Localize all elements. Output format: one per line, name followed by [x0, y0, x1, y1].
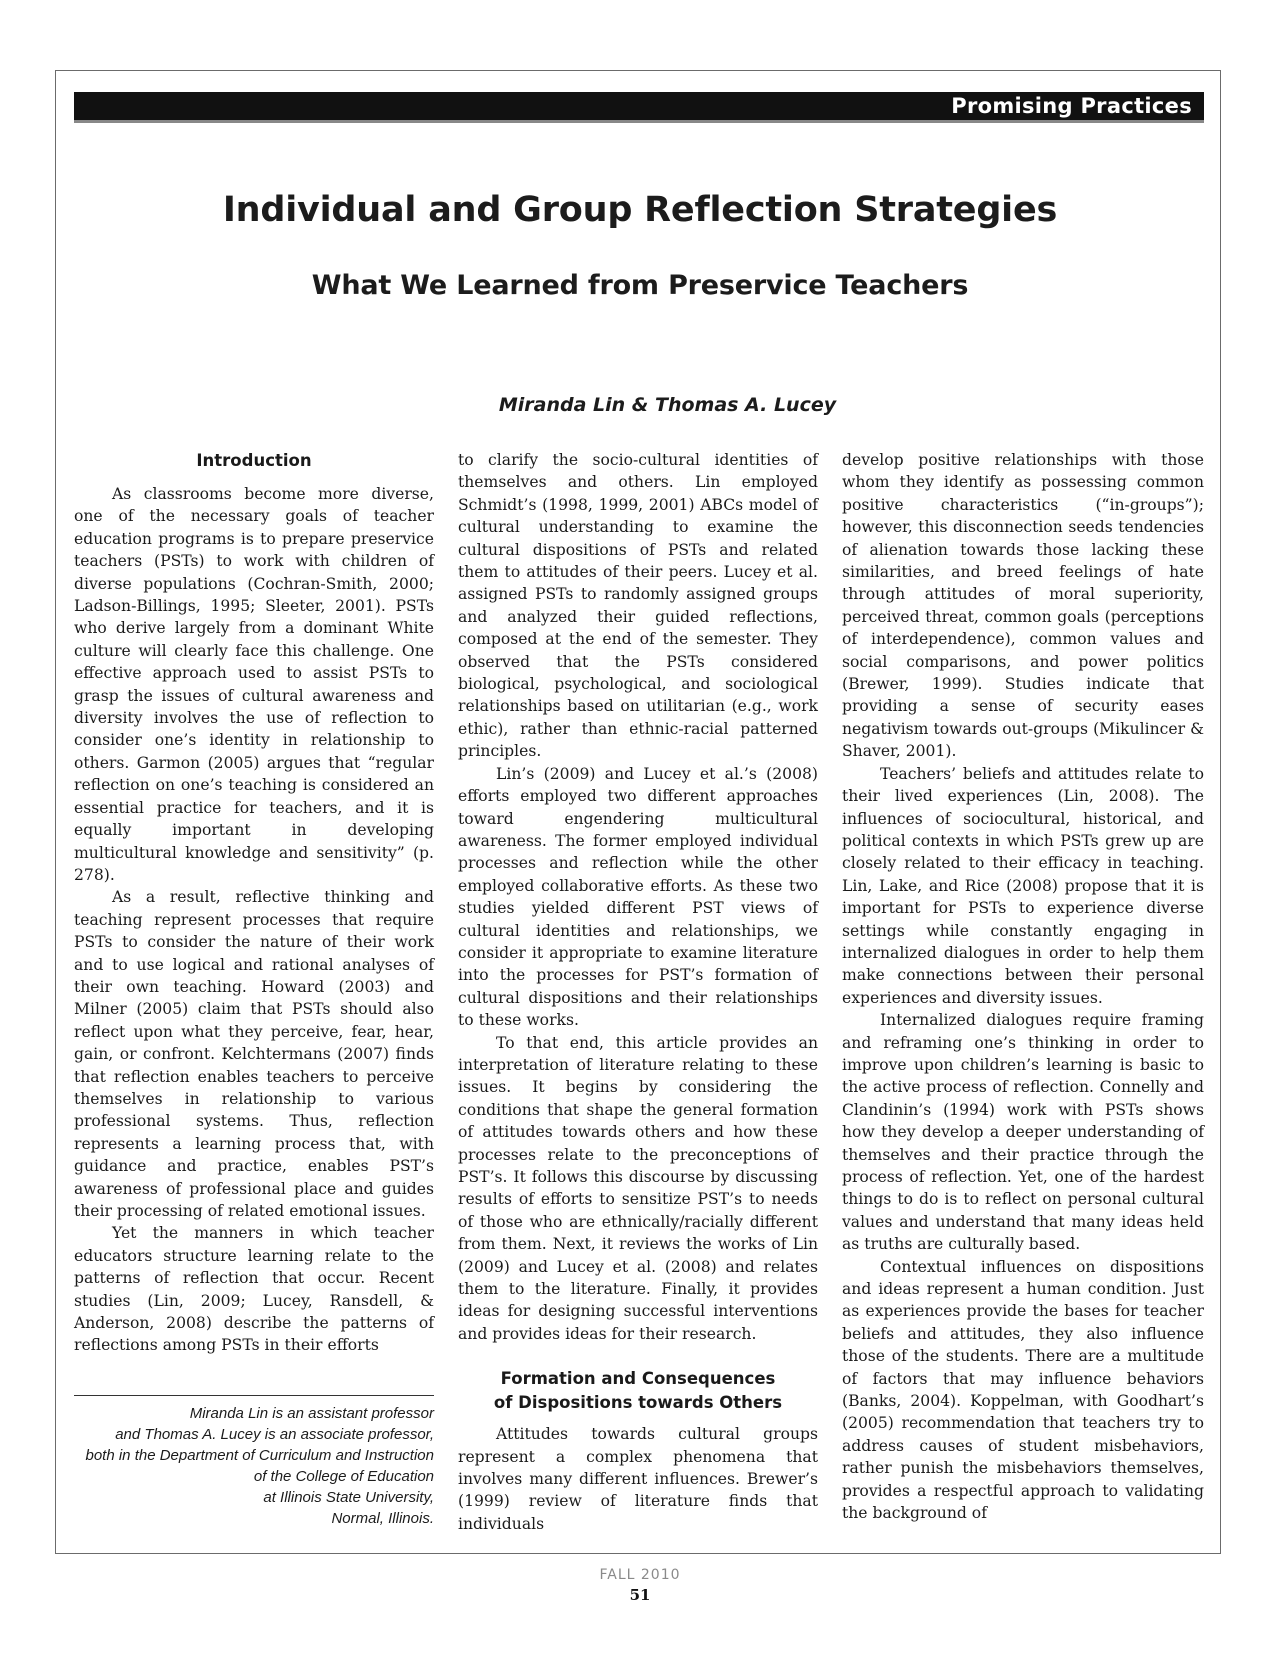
paragraph: Attitudes towards cultural groups represent a complex phenomena that involves many different influences. Brewer’s (1999) review of literature finds that individuals	[458, 1425, 818, 1533]
article-authors: Miranda Lin & Thomas A. Lucey	[498, 394, 837, 416]
bio-line: Miranda Lin is an assistant professor	[189, 1405, 434, 1422]
paragraph: to clarify the socio-cultural identities of themselves and others. Lin employed Schmidt’s (1998, 1999, 2001) ABCs model of cultural understanding to examine the cultural dispositions of PSTs and related them to attitudes of their peers. Lucey et al. assigned PSTs to randomly assigned groups and analyzed their guided reflections, composed at the end of the semester. They observed that the PSTs considered biological, psychological, and sociological relationships based on utilitarian (e.g., work ethic), rather than ethnic-racial patterned principles.	[458, 451, 818, 761]
page-number: 51	[629, 1586, 651, 1604]
paragraph: Contextual influences on dispositions and ideas represent a human condition. Just as experiences provide the bases for teacher beliefs and attitudes, they also influence those of the students. There are a multitude of factors that may influence behaviors (Banks, 2004). Koppelman, with Goodhart’s (2005) recommendation that teachers try to address causes of student misbehaviors, rather punish the misbehaviors themselves, provides a respectful approach to validating the background of	[842, 1257, 1204, 1523]
paragraph: Lin’s (2009) and Lucey et al.’s (2008) efforts employed two different approaches toward engendering multicultural awareness. The former employed individual processes and reflection while the other employed collaborative efforts. As these two studies yielded different PST views of cultural identities and relationships, we consider it appropriate to examine literature into the processes for PST’s formation of cultural dispositions and their relationships to these works.	[458, 764, 818, 1030]
section-label: Promising Practices	[951, 94, 1192, 118]
heading-line: of Dispositions towards Others	[493, 1393, 783, 1413]
bio-line: of the College of Education	[253, 1468, 434, 1485]
bio-line: Normal, Illinois.	[331, 1510, 434, 1527]
bio-line: both in the Department of Curriculum and Instruction	[85, 1447, 434, 1464]
article-subtitle: What We Learned from Preservice Teachers	[311, 270, 969, 301]
paragraph: As a result, reflective thinking and teaching represent processes that require PSTs to consider the nature of their work and to use logical and rational analyses of their own teaching. Howard (2003) and Milner (2005) claim that PSTs should also reflect upon what they perceive, fear, hear, gain, or confront. Kelchtermans (2007) finds that reflection enables teachers to perceive themselves in relationship to various professional systems. Thus, reflection represents a learning process that, with guidance and practice, enables PST’s awareness of professional place and guides their processing of related emotional issues.	[74, 888, 434, 1220]
paragraph: As classrooms become more diverse, one of the necessary goals of teacher education programs is to prepare preservice teachers (PSTs) to work with children of diverse populations (Cochran-Smith, 2000; Ladson-Billings, 1995; Sleeter, 2001). PSTs who derive largely from a dominant White culture will clearly face this challenge. One effective approach used to assist PSTs to grasp the issues of cultural awareness and diversity involves the use of reflection to consider one’s identity in relationship to others. Garmon (2005) argues that “regular reflection on one’s teaching is considered an essential practice for teachers, and it is equally important in developing multicultural knowledge and sensitivity” (p. 278).	[74, 485, 434, 884]
section-banner	[74, 92, 1204, 123]
paragraph: Teachers’ beliefs and attitudes relate to their lived experiences (Lin, 2008). The influences of sociocultural, historical, and political contexts in which PSTs grew up are closely related to their efficacy in teaching. Lin, Lake, and Rice (2008) propose that it is important for PSTs to experience diverse settings while constantly engaging in internalized dialogues in order to help them make connections between their personal experiences and diversity issues.	[842, 764, 1204, 1007]
column-1	[74, 449, 434, 1357]
bio-line: and Thomas A. Lucey is an associate professor,	[115, 1426, 434, 1443]
heading-line: Formation and Consequences	[500, 1369, 776, 1389]
issue-label: FALL 2010	[599, 1567, 681, 1583]
section-heading-formation	[458, 1367, 818, 1415]
article-title: Individual and Group Reflection Strategies	[222, 190, 1058, 230]
column-3	[842, 449, 1204, 1525]
column-2	[458, 449, 818, 1535]
paragraph: develop positive relationships with those whom they identify as possessing common positive characteristics (“in-groups”); however, this disconnection seeds tendencies of alienation towards those lacking these similarities, and breed feelings of hate through attitudes of moral superiority, perceived threat, common goals (perceptions of interdependence), common values and social comparisons, and power politics (Brewer, 1999). Studies indicate that providing a sense of security eases negativism towards out-groups (Mikulincer & Shaver, 2001).	[842, 451, 1204, 761]
bio-divider	[74, 1395, 434, 1396]
author-bio	[74, 1403, 434, 1529]
section-heading-introduction: Introduction	[196, 451, 312, 470]
paragraph: Yet the manners in which teacher educators structure learning relate to the patterns of reflection that occur. Recent studies (Lin, 2009; Lucey, Ransdell, & Anderson, 2008) describe the patterns of reflections among PSTs in their efforts	[74, 1224, 434, 1355]
paragraph: Internalized dialogues require framing and reframing one’s thinking in order to improve upon children’s learning is basic to the active process of reflection. Connelly and Clandinin’s (1994) work with PSTs shows how they develop a deeper understanding of themselves and their practice through the process of reflection. Yet, one of the hardest things to do is to reflect on personal cultural values and understand that many ideas held as truths are culturally based.	[842, 1011, 1204, 1254]
bio-line: at Illinois State University,	[263, 1489, 434, 1506]
paragraph: To that end, this article provides an interpretation of literature relating to these issues. It begins by considering the conditions that shape the general formation of attitudes towards others and how these processes relate to the preconceptions of PST’s. It follows this discourse by discussing results of efforts to sensitize PST’s to needs of those who are ethnically/racially different from them. Next, it reviews the works of Lin (2009) and Lucey et al. (2008) and relates them to the literature. Finally, it provides ideas for designing successful interventions and provides ideas for their research.	[458, 1033, 818, 1343]
